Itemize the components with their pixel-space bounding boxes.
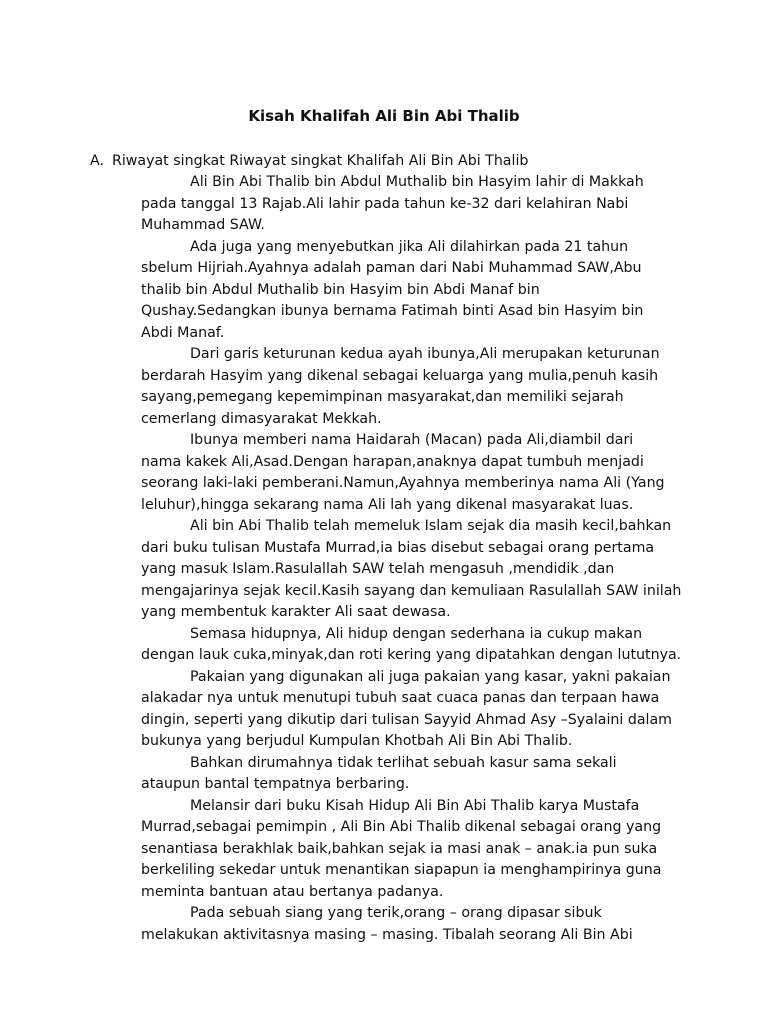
paragraph-line: nama kakek Ali,Asad.Dengan harapan,anaknya dapat tumbuh menjadi [141, 453, 644, 470]
document-body [141, 172, 686, 946]
paragraph-line: Dari garis keturunan kedua ayah ibunya,Ali merupakan keturunan [190, 346, 660, 362]
paragraph-line: Melansir dari buku Kisah Hidup Ali Bin Abi Thalib karya Mustafa [190, 797, 640, 814]
paragraph-line: cemerlang dimasyarakat Mekkah. [141, 410, 382, 427]
paragraph-line: Ada juga yang menyebutkan jika Ali dilahirkan pada 21 tahun [190, 238, 629, 255]
paragraph-line: senantiasa berakhlak baik,bahkan sejak ia masi anak – anak.ia pun suka [141, 840, 658, 857]
paragraph-line: bukunya yang berjudul Kumpulan Khotbah Ali Bin Abi Thalib. [141, 733, 573, 749]
paragraph-line: Ali bin Abi Thalib telah memeluk Islam sejak dia masih kecil,bahkan [190, 518, 672, 534]
paragraph [141, 237, 686, 345]
paragraph-line: berdarah Hasyim yang dikenal sebagai keluarga yang mulia,penuh kasih [141, 367, 659, 384]
paragraph-line: Muhammad SAW. [141, 217, 265, 233]
paragraph [141, 172, 686, 237]
paragraph-line: pada tanggal 13 Rajab.Ali lahir pada tahun ke-32 dari kelahiran Nabi [141, 195, 629, 212]
paragraph-line: berkeliling sekedar untuk menantikan siapapun ia menghampirinya guna [141, 862, 662, 878]
paragraph-line: dingin, seperti yang dikutip dari tulisan Sayyid Ahmad Asy –Syalaini dalam [141, 711, 672, 728]
paragraph-line: Ibunya memberi nama Haidarah (Macan) pada Ali,diambil dari [190, 432, 634, 448]
paragraph-line: Pakaian yang digunakan ali juga pakaian yang kasar, yakni pakaian [190, 668, 671, 685]
paragraph-line: Qushay.Sedangkan ibunya bernama Fatimah binti Asad bin Hasyim bin [141, 303, 644, 319]
paragraph [141, 753, 686, 796]
paragraph-line: seorang laki-laki pemberani.Namun,Ayahnya memberinya nama Ali (Yang [141, 475, 665, 491]
paragraph-line: sbelum Hijriah.Ayahnya adalah paman dari Nabi Muhammad SAW,Abu [141, 260, 642, 276]
paragraph-line: dari buku tulisan Mustafa Murrad,ia bias disebut sebagai orang pertama [141, 539, 655, 556]
paragraph-line: alakadar nya untuk menutupi tubuh saat cuaca panas dan terpaan hawa [141, 690, 660, 706]
paragraph-line: Bahkan dirumahnya tidak terlihat sebuah kasur sama sekali [190, 754, 617, 771]
paragraph [141, 667, 686, 753]
paragraph-line: Semasa hidupnya, Ali hidup dengan sederhana ia cukup makan [190, 625, 643, 642]
paragraph-line: thalib bin Abdul Muthalib bin Hasyim bin Abdi Manaf bin [141, 281, 540, 298]
section-heading-text: Riwayat singkat Riwayat singkat Khalifah Ali Bin Abi Thalib [112, 153, 529, 169]
paragraph [141, 903, 686, 946]
paragraph-line: mengajarinya sejak kecil.Kasih sayang dan kemuliaan Rasulallah SAW inilah [141, 582, 682, 599]
paragraph-line: Abdi Manaf. [141, 324, 225, 341]
paragraph-line: melakukan aktivitasnya masing – masing. Tibalah seorang Ali Bin Abi [141, 926, 633, 943]
paragraph-line: ataupun bantal tempatnya berbaring. [141, 776, 410, 792]
document-title: Kisah Khalifah Ali Bin Abi Thalib [248, 107, 520, 125]
paragraph [141, 796, 686, 904]
section-marker: A. [90, 153, 104, 169]
paragraph-line: Pada sebuah siang yang terik,orang – orang dipasar sibuk [190, 905, 602, 921]
paragraph-line: yang membentuk karakter Ali saat dewasa. [141, 604, 451, 620]
paragraph-line: yang masuk Islam.Rasulallah SAW telah mengasuh ,mendidik ,dan [141, 561, 615, 577]
paragraph [141, 430, 686, 516]
paragraph-line: meminta bantuan atau bertanya padanya. [141, 883, 444, 900]
paragraph-line: leluhur),hingga sekarang nama Ali lah yang dikenal masyarakat luas. [141, 496, 634, 513]
paragraph [141, 516, 686, 624]
paragraph-line: Ali Bin Abi Thalib bin Abdul Muthalib bin Hasyim lahir di Makkah [190, 174, 644, 190]
paragraph-line: Murrad,sebagai pemimpin , Ali Bin Abi Thalib dikenal sebagai orang yang [141, 819, 662, 835]
paragraph [141, 624, 686, 667]
paragraph-line: sayang,pemegang kepemimpinan masyarakat,dan memiliki sejarah [141, 389, 624, 405]
paragraph [141, 344, 686, 430]
paragraph-line: dengan lauk cuka,minyak,dan roti kering yang dipatahkan dengan lututnya. [141, 647, 682, 663]
section-heading [90, 150, 528, 172]
